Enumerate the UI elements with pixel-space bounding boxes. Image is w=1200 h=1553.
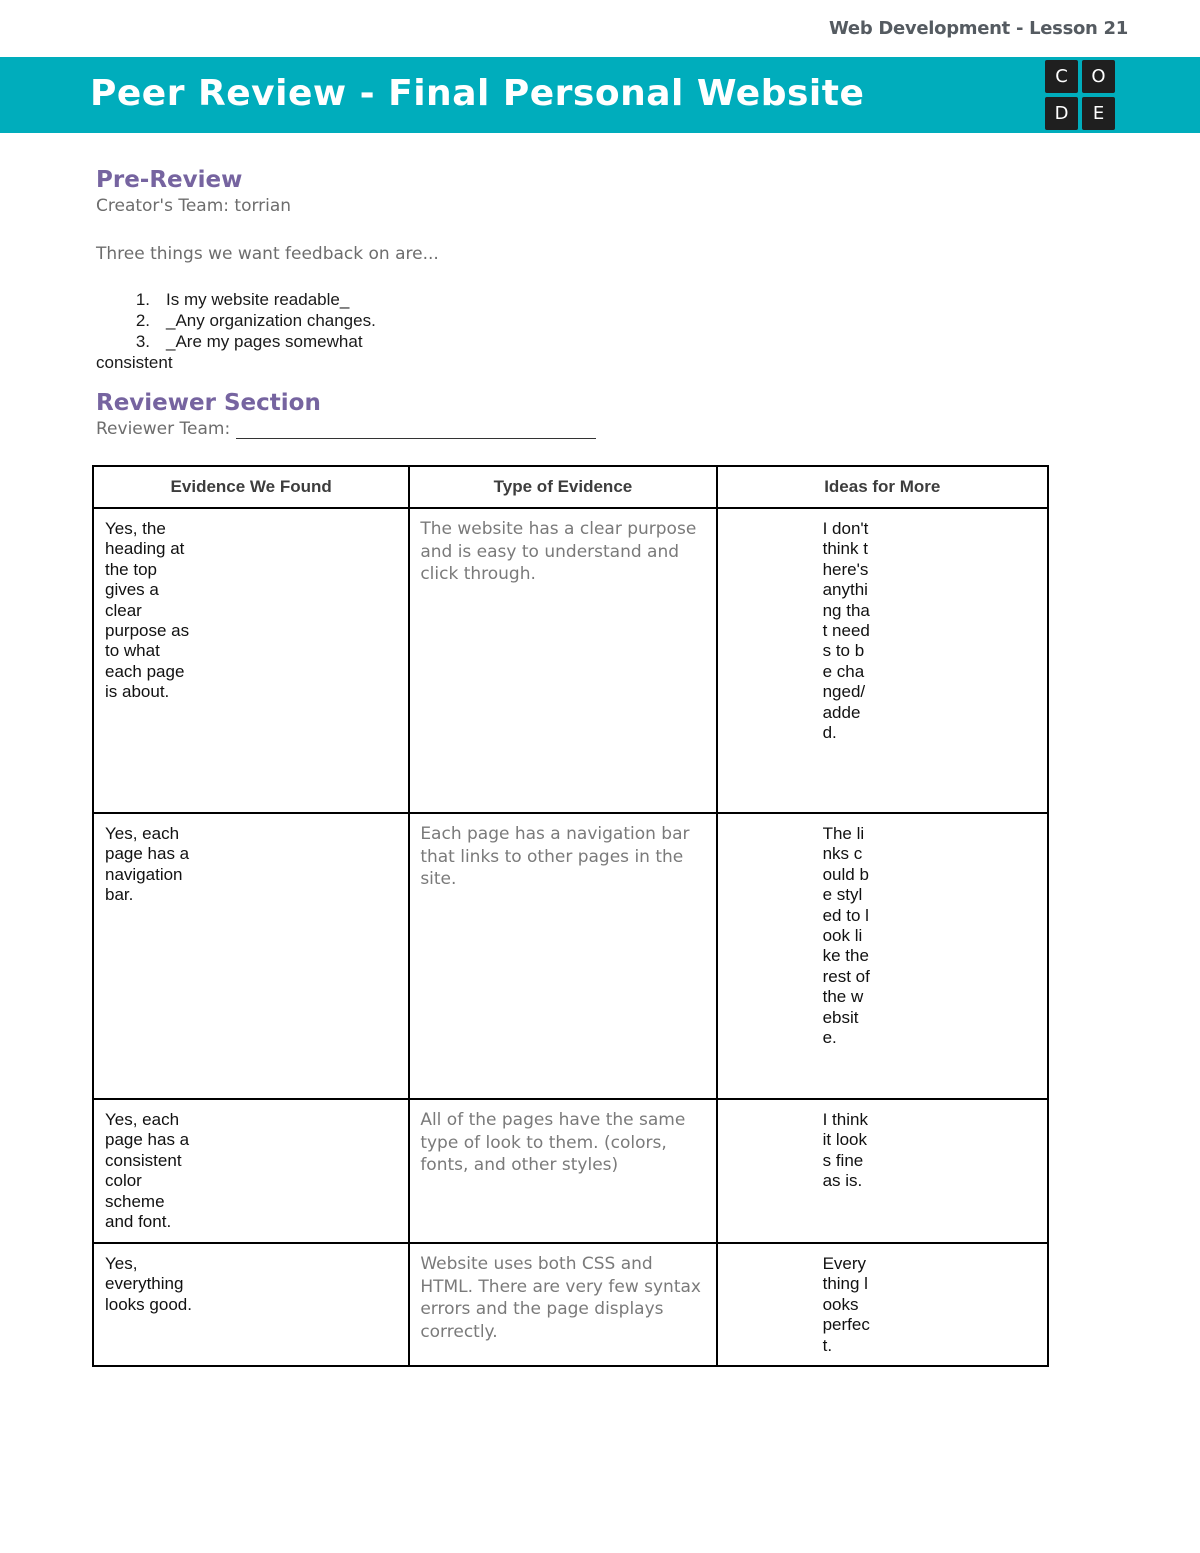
type-text: All of the pages have the same type of look to them. (colors, fonts, and other styles): [420, 1110, 686, 1175]
evidence-cell: [93, 508, 409, 813]
logo-letter: D: [1045, 97, 1078, 130]
list-text: _Are my pages somewhat: [166, 332, 363, 351]
ideas-text: I think it looks fine as is.: [822, 1110, 868, 1191]
logo-letter: E: [1082, 97, 1115, 130]
list-text: _Any organization changes.: [166, 311, 376, 330]
table-row: [93, 813, 1048, 1099]
column-header-evidence: Evidence We Found: [93, 466, 409, 508]
ideas-cell: [717, 1099, 1048, 1243]
reviewer-section-heading: Reviewer Section: [96, 390, 321, 416]
evidence-text: Yes, each page has a navigation bar.: [105, 824, 190, 905]
type-text: Website uses both CSS and HTML. There are very few syntax errors and the page displays correctly.: [420, 1254, 701, 1342]
lesson-label: Web Development - Lesson 21: [829, 18, 1128, 39]
table-row: [93, 1243, 1048, 1366]
feedback-intro: Three things we want feedback on are...: [96, 244, 439, 264]
pre-review-heading: Pre-Review: [96, 167, 243, 193]
evidence-text: Yes, the heading at the top gives a clear purpose as to what each page is about.: [105, 519, 190, 702]
type-text: The website has a clear purpose and is easy to understand and click through.: [420, 519, 697, 584]
ideas-cell: [717, 813, 1048, 1099]
title-banner: [0, 57, 1200, 133]
column-header-type: Type of Evidence: [409, 466, 716, 508]
type-cell: [409, 1099, 716, 1243]
list-number: 3.: [135, 332, 150, 351]
table-row: [93, 1099, 1048, 1243]
type-cell: [409, 1243, 716, 1366]
ideas-cell: [717, 1243, 1048, 1366]
logo-letter: O: [1082, 60, 1115, 93]
type-cell: [409, 813, 716, 1099]
ideas-cell: [717, 508, 1048, 813]
list-text: consistent: [96, 353, 173, 372]
list-number: 1.: [135, 290, 150, 309]
review-table: [92, 465, 1049, 1367]
evidence-cell: [93, 813, 409, 1099]
list-number: 2.: [135, 311, 150, 330]
list-text: Is my website readable_: [166, 290, 350, 309]
evidence-text: Yes, each page has a consistent color scheme and font.: [105, 1110, 190, 1232]
type-cell: [409, 508, 716, 813]
page-title: Peer Review - Final Personal Website: [90, 73, 865, 114]
ideas-text: The links could be styled to look like the rest of the website.: [822, 824, 870, 1048]
reviewer-team-label: Reviewer Team:: [96, 419, 231, 439]
ideas-text: Everything looks perfect.: [822, 1254, 870, 1355]
reviewer-team-blank[interactable]: [236, 420, 596, 439]
code-logo: [1045, 60, 1117, 132]
column-header-ideas: Ideas for More: [717, 466, 1048, 508]
table-header-row: [93, 466, 1048, 508]
logo-letter: C: [1045, 60, 1078, 93]
creators-team: Creator's Team: torrian: [96, 196, 292, 216]
table-row: [93, 508, 1048, 813]
evidence-cell: [93, 1099, 409, 1243]
evidence-text: Yes, everything looks good.: [105, 1254, 192, 1314]
evidence-cell: [93, 1243, 409, 1366]
type-text: Each page has a navigation bar that links to other pages in the site.: [420, 824, 690, 889]
ideas-text: I don't think there's anything that needs to be changed/added.: [822, 519, 870, 743]
reviewer-team-line: [96, 419, 596, 439]
